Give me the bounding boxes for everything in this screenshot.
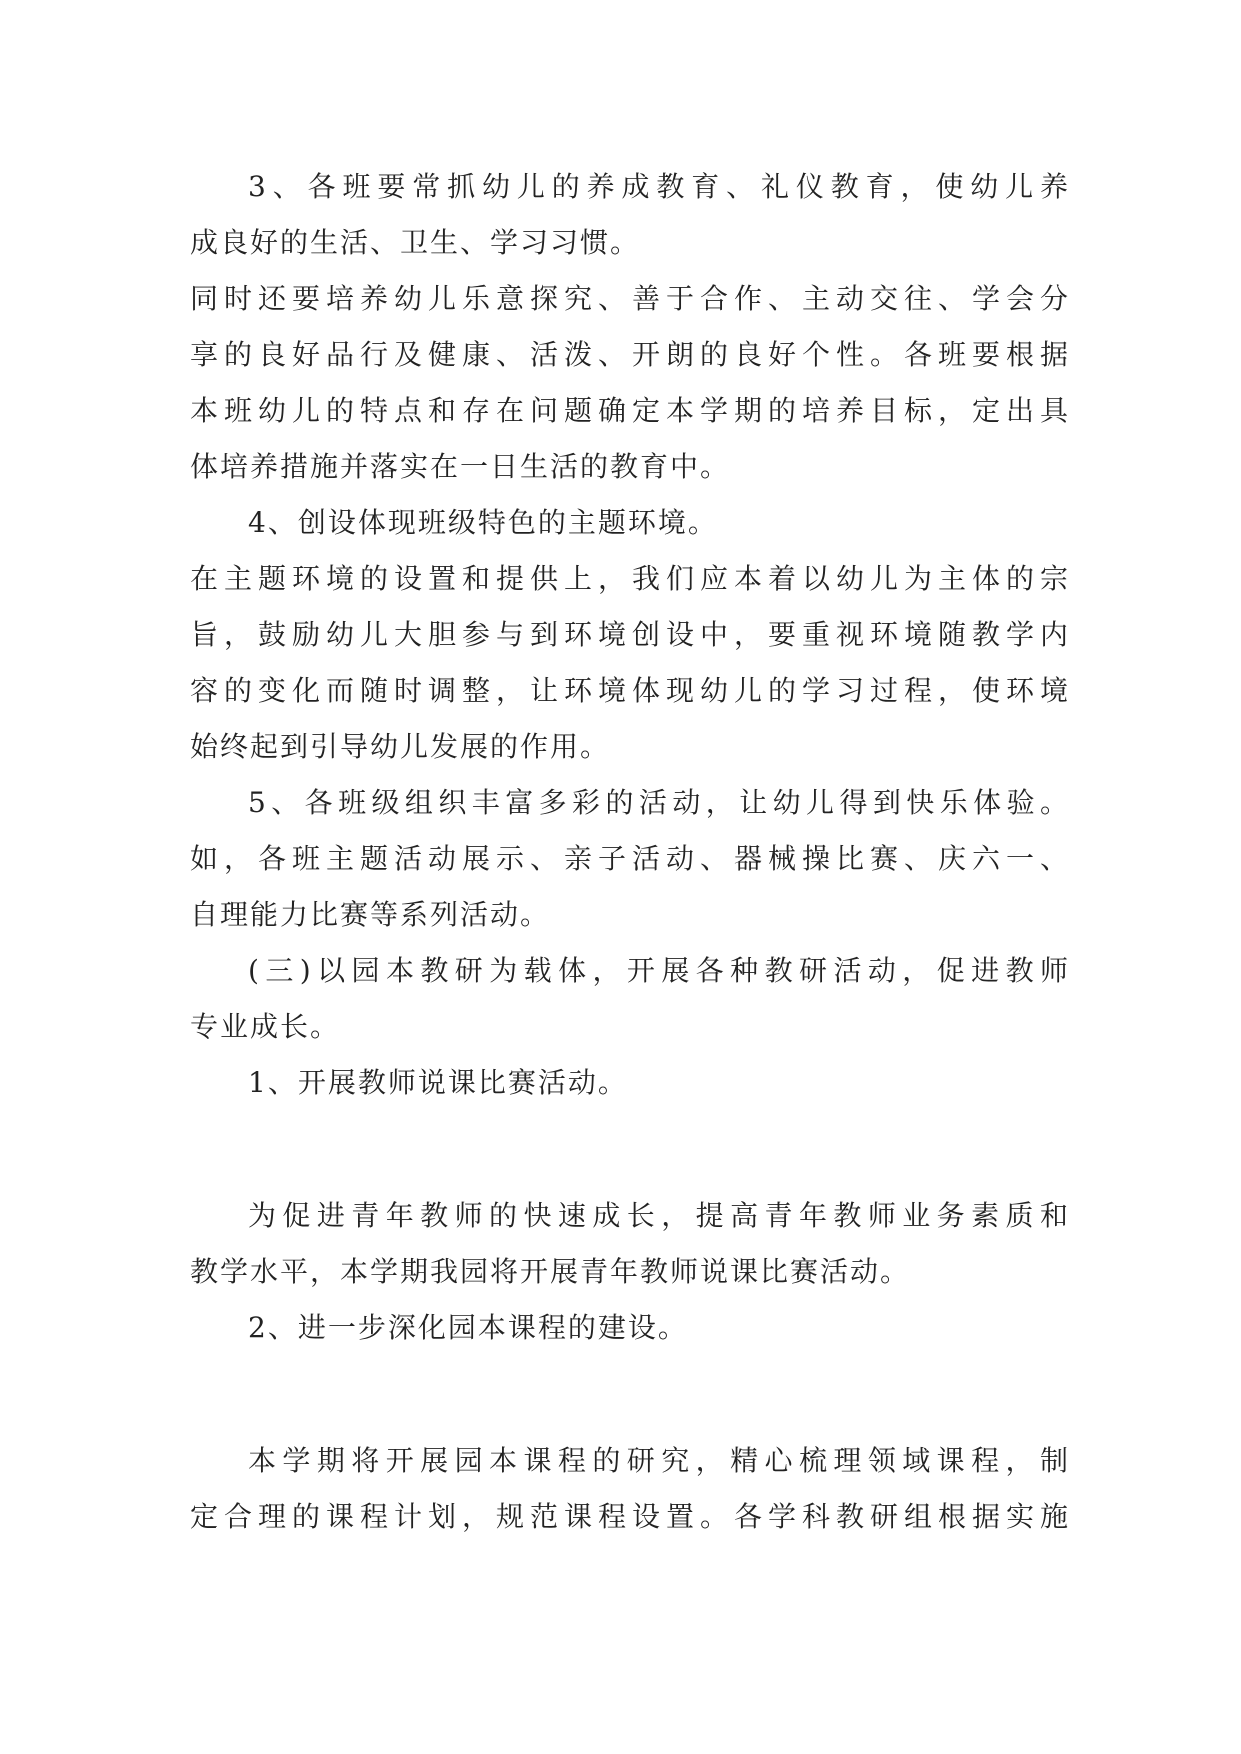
text-line: 同时还要培养幼儿乐意探究、善于合作、主动交往、学会分 [190,282,1070,315]
text-line: 1、开展教师说课比赛活动。 [248,1066,628,1099]
text-line: 如，各班主题活动展示、亲子活动、器械操比赛、庆六一、 [190,842,1070,875]
text-line: 3、各班要常抓幼儿的养成教育、礼仪教育，使幼儿养 [248,170,1070,203]
text-line: 教学水平，本学期我园将开展青年教师说课比赛活动。 [190,1255,911,1288]
text-line: (三)以园本教研为载体，开展各种教研活动，促进教师 [248,954,1070,987]
text-line: 在主题环境的设置和提供上，我们应本着以幼儿为主体的宗 [190,562,1070,595]
text-line: 旨，鼓励幼儿大胆参与到环境创设中，要重视环境随教学内 [190,618,1070,651]
text-line: 本班幼儿的特点和存在问题确定本学期的培养目标，定出具 [190,394,1070,427]
text-line: 始终起到引导幼儿发展的作用。 [190,730,611,763]
text-line: 容的变化而随时调整，让环境体现幼儿的学习过程，使环境 [190,674,1070,707]
text-line: 4、创设体现班级特色的主题环境。 [248,506,718,539]
text-line: 本学期将开展园本课程的研究，精心梳理领域课程，制 [248,1444,1070,1477]
text-line: 2、进一步深化园本课程的建设。 [248,1311,688,1344]
text-line: 体培养措施并落实在一日生活的教育中。 [190,450,731,483]
text-line: 为促进青年教师的快速成长，提高青年教师业务素质和 [248,1199,1070,1232]
text-line: 5、各班级组织丰富多彩的活动，让幼儿得到快乐体验。 [248,786,1070,819]
text-line: 享的良好品行及健康、活泼、开朗的良好个性。各班要根据 [190,338,1070,371]
text-line: 定合理的课程计划，规范课程设置。各学科教研组根据实施 [190,1500,1070,1533]
text-line: 自理能力比赛等系列活动。 [190,898,551,931]
text-line: 成良好的生活、卫生、学习习惯。 [190,226,641,259]
text-line: 专业成长。 [190,1010,341,1043]
